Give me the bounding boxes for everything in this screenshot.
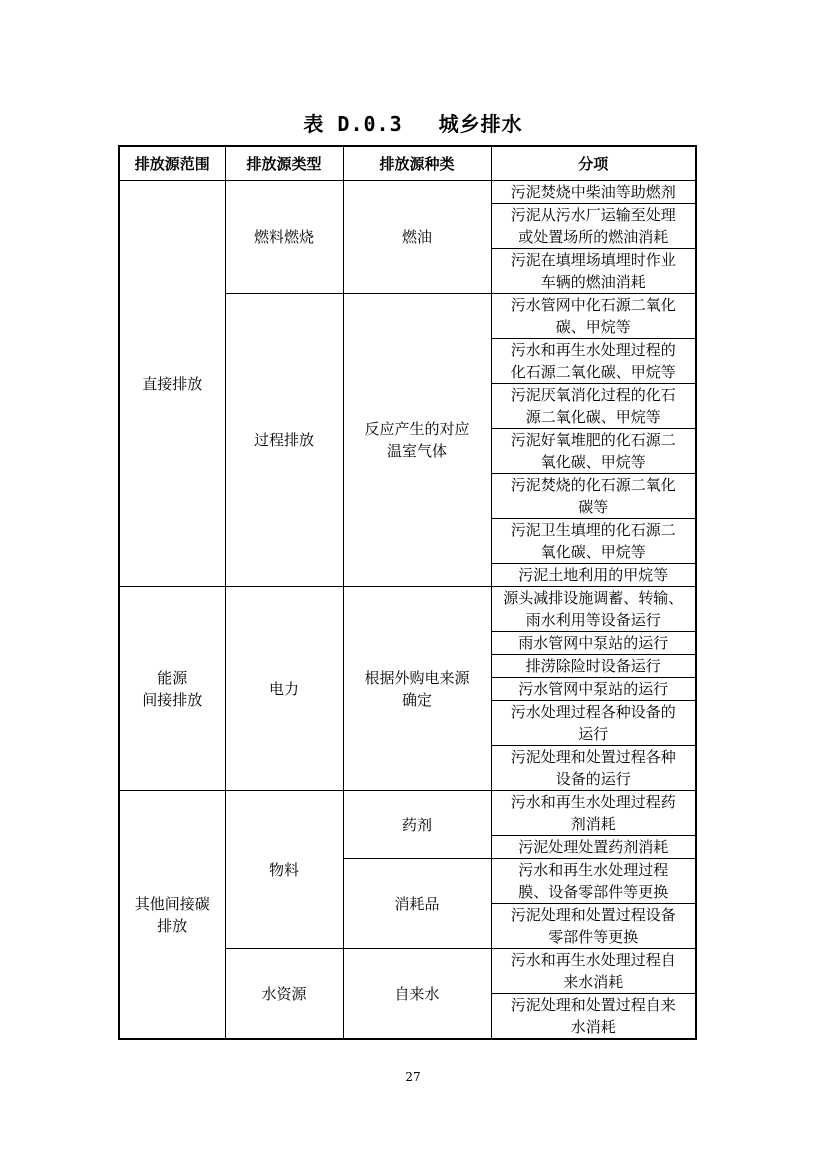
item-cell: 污泥处理和处置过程自来 水消耗 <box>491 994 696 1040</box>
table-row <box>119 587 696 632</box>
item-cell: 污泥焚烧的化石源二氧化 碳等 <box>491 474 696 519</box>
table-title <box>0 108 826 137</box>
emission-table <box>118 145 697 1040</box>
item-cell: 污泥好氧堆肥的化石源二 氧化碳、甲烷等 <box>491 429 696 474</box>
type-power: 电力 <box>225 587 343 791</box>
kind-consumable: 消耗品 <box>343 859 491 949</box>
scope-other: 其他间接碳 排放 <box>119 791 225 1040</box>
header-row <box>119 146 696 181</box>
kind-agent: 药剂 <box>343 791 491 859</box>
header-kind: 排放源种类 <box>343 146 491 181</box>
type-water: 水资源 <box>225 949 343 1040</box>
item-cell: 污泥焚烧中柴油等助燃剂 <box>491 181 696 204</box>
item-cell: 污水管网中化石源二氧化 碳、甲烷等 <box>491 294 696 339</box>
item-cell: 污水和再生水处理过程自 来水消耗 <box>491 949 696 994</box>
table-row <box>119 181 696 204</box>
item-cell: 污泥处理和处置过程各种 设备的运行 <box>491 746 696 791</box>
item-cell: 源头减排设施调蓄、转输、 雨水利用等设备运行 <box>491 587 696 632</box>
item-cell: 污泥处理和处置过程设备 零部件等更换 <box>491 904 696 949</box>
page-number: 27 <box>405 1070 421 1084</box>
header-item: 分项 <box>491 146 696 181</box>
item-cell: 污水处理过程各种设备的 运行 <box>491 701 696 746</box>
item-cell: 污水管网中泵站的运行 <box>491 678 696 701</box>
kind-elec: 根据外购电来源 确定 <box>343 587 491 791</box>
item-cell: 污泥处理处置药剂消耗 <box>491 836 696 859</box>
item-cell: 污水和再生水处理过程的 化石源二氧化碳、甲烷等 <box>491 339 696 384</box>
kind-ghg: 反应产生的对应 温室气体 <box>343 294 491 587</box>
item-cell: 污泥土地利用的甲烷等 <box>491 564 696 587</box>
table-name: 城乡排水 <box>438 112 523 136</box>
scope-direct: 直接排放 <box>119 181 225 587</box>
type-process: 过程排放 <box>225 294 343 587</box>
item-cell: 污泥从污水厂运输至处理 或处置场所的燃油消耗 <box>491 204 696 249</box>
kind-tap: 自来水 <box>343 949 491 1040</box>
header-scope: 排放源范围 <box>119 146 225 181</box>
item-cell: 污泥在填埋场填埋时作业 车辆的燃油消耗 <box>491 249 696 294</box>
item-cell: 污水和再生水处理过程药 剂消耗 <box>491 791 696 836</box>
kind-oil: 燃油 <box>343 181 491 294</box>
table-row <box>119 791 696 836</box>
item-cell: 雨水管网中泵站的运行 <box>491 632 696 655</box>
item-cell: 污泥卫生填埋的化石源二 氧化碳、甲烷等 <box>491 519 696 564</box>
scope-energy: 能源 间接排放 <box>119 587 225 791</box>
header-type: 排放源类型 <box>225 146 343 181</box>
item-cell: 排涝除险时设备运行 <box>491 655 696 678</box>
type-material: 物料 <box>225 791 343 949</box>
table-code: 表 D.0.3 <box>303 112 403 136</box>
item-cell: 污泥厌氧消化过程的化石 源二氧化碳、甲烷等 <box>491 384 696 429</box>
type-fuel: 燃料燃烧 <box>225 181 343 294</box>
item-cell: 污水和再生水处理过程 膜、设备零部件等更换 <box>491 859 696 904</box>
